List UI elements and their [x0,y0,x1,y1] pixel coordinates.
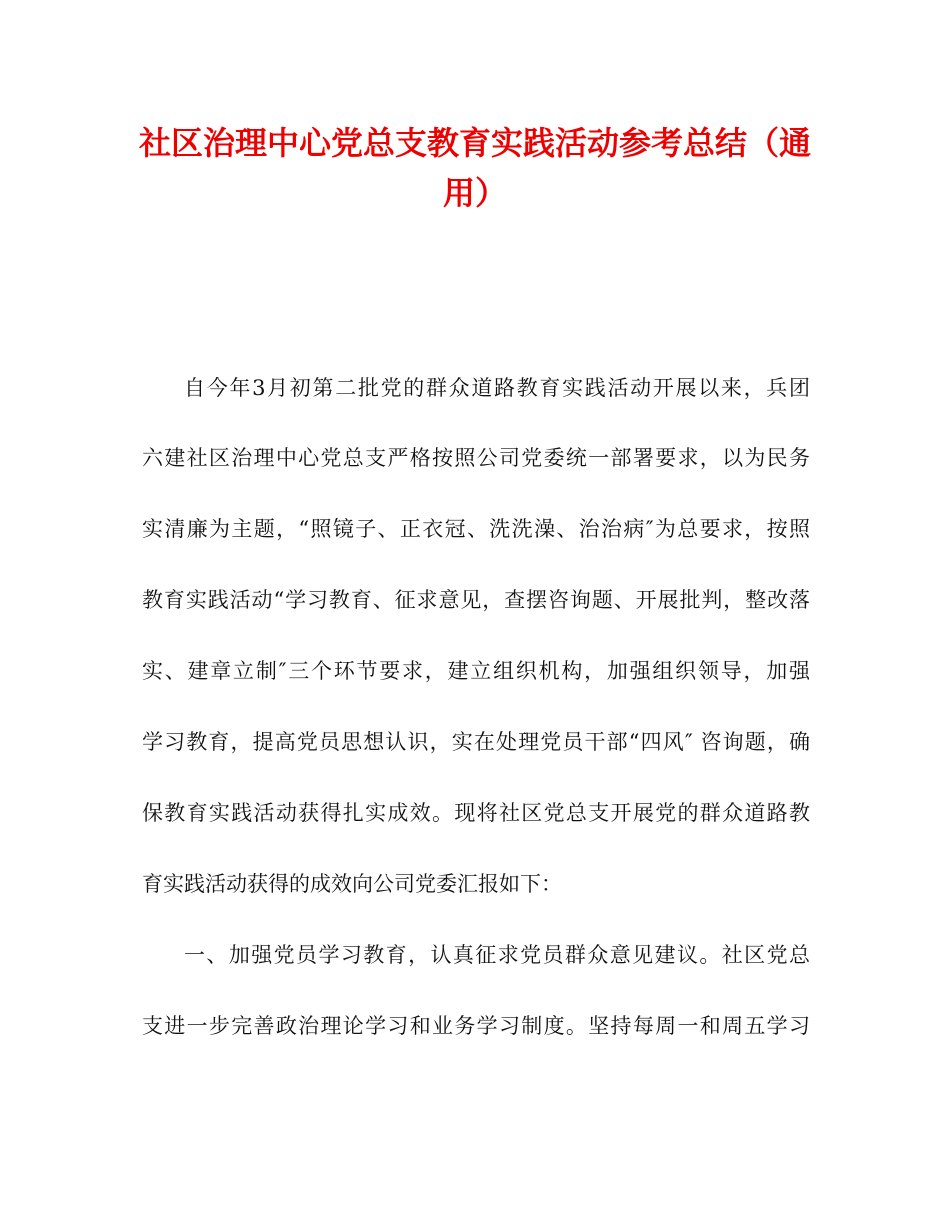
paragraph-line: 六建社区治理中心党总支严格按照公司党委统一部署要求，以为民务 [142,446,810,470]
paragraph-line: 实清廉为主题，“照镜子、正衣冠、洗洗澡、治治病″为总要求，按照 [142,517,810,541]
paragraph-line: 一、加强党员学习教育，认真征求党员群众意见建议。社区党总 [184,943,810,967]
paragraph-line: 教育实践活动“学习教育、征求意见，查摆咨询题、开展批判，整改落 [142,588,810,612]
paragraph-line: 学习教育，提高党员思想认识，实在处理党员干部“四风″ 咨询题，确 [142,730,810,754]
paragraph-line: 育实践活动获得的成效向公司党委汇报如下： [142,872,562,896]
paragraph-line: 实、建章立制″三个环节要求，建立组织机构，加强组织领导，加强 [142,659,810,683]
paragraph-line: 保教育实践活动获得扎实成效。现将社区党总支开展党的群众道路教 [142,801,810,825]
document-title: 社区治理中心党总支教育实践活动参考总结（通用） [138,124,811,212]
paragraph-line: 自今年3月初第二批党的群众道路教育实践活动开展以来，兵团 [184,376,810,400]
paragraph-line: 支进一步完善政治理论学习和业务学习制度。坚持每周一和周五学习 [142,1014,810,1038]
